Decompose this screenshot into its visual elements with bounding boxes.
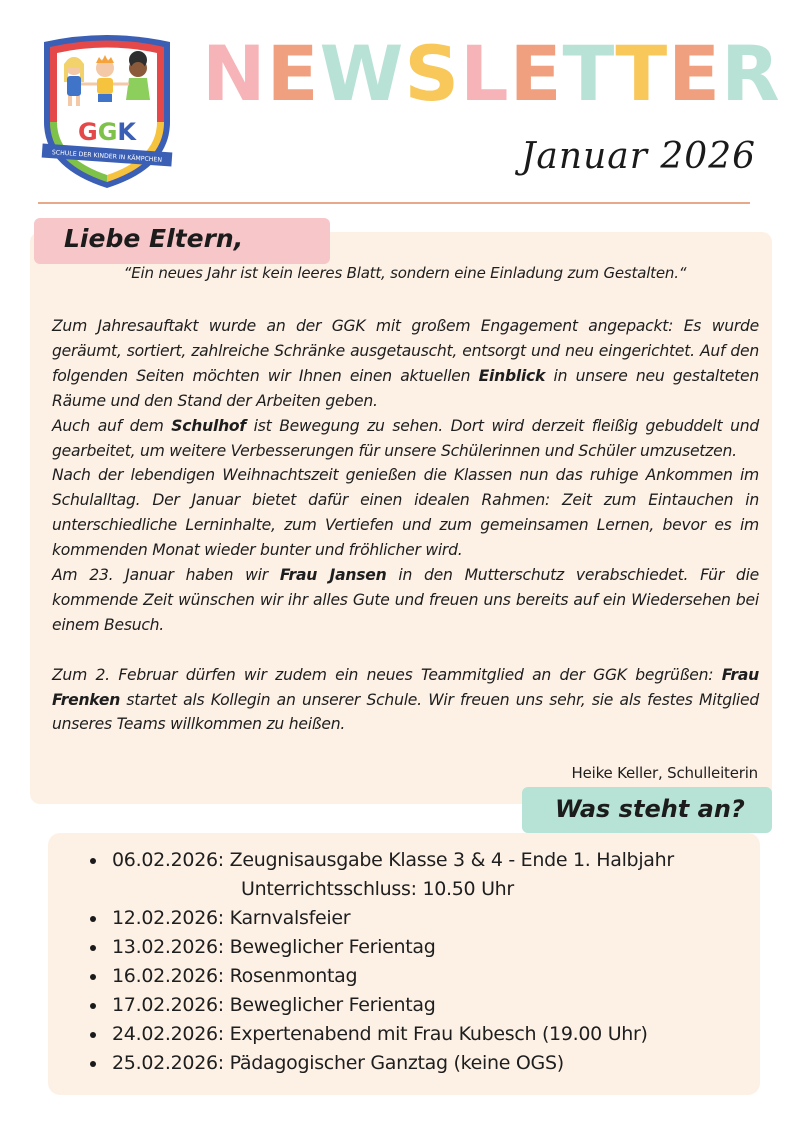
letter-heading: Liebe Eltern, [64, 224, 244, 253]
title-letter: E [266, 29, 320, 118]
event-text: 17.02.2026: Beweglicher Ferientag [112, 994, 436, 1016]
event-text: 24.02.2026: Expertenabend mit Frau Kubesch (19.00 Uhr) [112, 1023, 648, 1045]
newsletter-title [202, 29, 781, 118]
events-heading: Was steht an? [555, 795, 745, 823]
event-item [90, 1020, 750, 1049]
event-text: 06.02.2026: Zeugnisausgabe Klasse 3 & 4 - Ende 1. Halbjahr [112, 849, 674, 871]
title-letter: S [404, 29, 461, 118]
bullet-icon [90, 945, 96, 951]
bullet-icon [90, 1061, 96, 1067]
event-text: 12.02.2026: Karnvalsfeier [112, 907, 351, 929]
event-item [90, 991, 750, 1020]
signature: Heike Keller, Schulleiterin [571, 764, 758, 782]
event-item [90, 962, 750, 991]
letter-body [52, 314, 759, 737]
event-item [90, 846, 750, 904]
event-item [90, 904, 750, 933]
title-letter: E [509, 29, 563, 118]
school-logo [36, 30, 178, 192]
children-illustration [64, 51, 150, 106]
bullet-icon [90, 858, 96, 864]
issue-date: Januar 2026 [521, 136, 756, 177]
bullet-icon [90, 1003, 96, 1009]
quote: “Ein neues Jahr ist kein leeres Blatt, sondern eine Einladung zum Gestalten.“ [123, 264, 687, 282]
paragraph-renovation: Zum Jahresauftakt wurde an der GGK mit großem Engagement angepackt: Es wurde geräumt, sortiert, zahlreiche Schränke ausgetauscht, entsorgt und neu eingerichtet. Auf den folgenden Seiten möchten wir Ihnen einen aktuellen Einblick in unsere neu gestalteten Räume und den Stand der Arbeiten geben. [52, 317, 760, 410]
event-item [90, 1049, 750, 1078]
paragraph-schoolyard: Auch auf dem Schulhof ist Bewegung zu sehen. Dort wird derzeit fleißig gebuddelt und gearbeitet, um weitere Verbesserungen für unsere Schülerinnen und Schüler umzusetzen. [52, 416, 759, 460]
title-letter: L [460, 29, 510, 118]
title-letter: T [562, 29, 616, 118]
bullet-icon [90, 1032, 96, 1038]
paragraph-farewell: Am 23. Januar haben wir Frau Jansen in den Mutterschutz verabschiedet. Für die kommende Zeit wünschen wir ihr alles Gute und freuen uns bereits auf ein Wiedersehen bei einem Besuch. [52, 566, 759, 634]
event-text: 16.02.2026: Rosenmontag [112, 965, 358, 987]
event-subtext: Unterrichtsschluss: 10.50 Uhr [241, 878, 514, 900]
svg-text:GGK: GGK [77, 118, 137, 146]
bullet-icon [90, 916, 96, 922]
svg-text:SCHULE DER KINDER IN KÄMPCHEN: SCHULE DER KINDER IN KÄMPCHEN [51, 149, 163, 164]
event-text: 13.02.2026: Beweglicher Ferientag [112, 936, 436, 958]
event-text: 25.02.2026: Pädagogischer Ganztag (keine OGS) [112, 1052, 564, 1074]
title-letter: T [615, 29, 669, 118]
title-letter: R [721, 29, 781, 118]
title-letter: N [202, 29, 267, 118]
events-list [90, 846, 750, 1078]
paragraph-welcome: Zum 2. Februar dürfen wir zudem ein neues Teammitglied an der GGK begrüßen: Frau Frenken startet als Kollegin an unserer Schule. Wir freuen uns sehr, sie als festes Mitglied unseres Teams willkommen zu heißen. [52, 665, 759, 734]
bullet-icon [90, 974, 96, 980]
title-letter: E [668, 29, 722, 118]
event-item [90, 933, 750, 962]
title-letter: W [319, 29, 405, 118]
header-divider [38, 202, 750, 204]
paragraph-january: Nach der lebendigen Weihnachtszeit genießen die Klassen nun das ruhige Ankommen im Schulalltag. Der Januar bietet dafür einen idealen Rahmen: Zeit zum Eintauchen in unterschiedliche Lerninhalte, zum Vertiefen und zum gemeinsamen Lernen, bevor es im kommenden Monat wieder bunter und fröhlicher wird. [52, 466, 759, 560]
